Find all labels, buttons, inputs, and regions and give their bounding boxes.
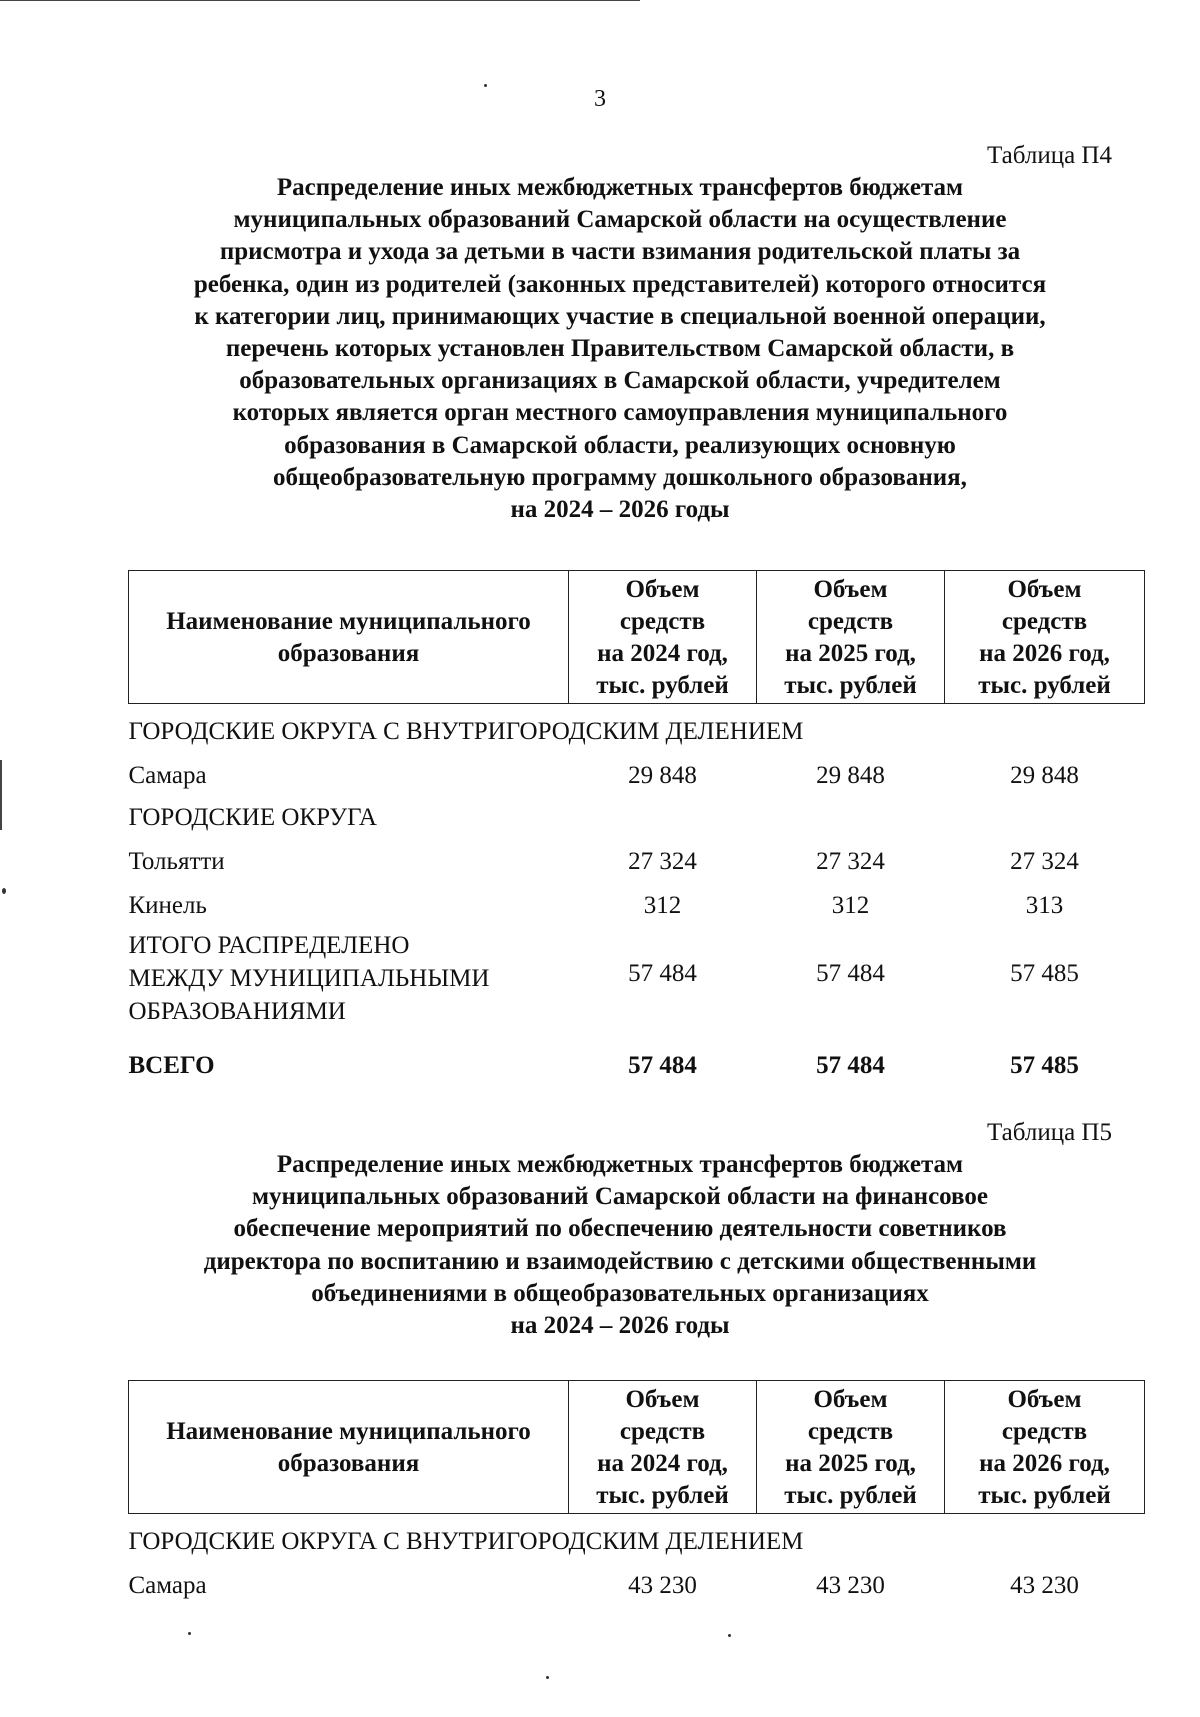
header-line: Объем: [625, 1386, 700, 1413]
title-line: объединениями в общеобразовательных организациях: [311, 1279, 929, 1307]
header-line: Объем: [625, 576, 700, 603]
header-line: на 2025 год,: [785, 1450, 916, 1477]
table-p5: [128, 1380, 1145, 1600]
header-line: тыс. рублей: [978, 1482, 1111, 1509]
section-label: ГОРОДСКИЕ ОКРУГА С ВНУТРИГОРОДСКИМ ДЕЛЕНИЕМ: [128, 718, 804, 745]
value-2024: 43 230: [628, 1572, 697, 1599]
value-2024: 27 324: [628, 848, 697, 875]
title-line: обеспечение мероприятий по обеспечению деятельности советников: [233, 1215, 1007, 1243]
table-row: [129, 832, 1145, 876]
title-line: муниципальных образований Самарской области на финансовое: [252, 1183, 988, 1211]
municipality-name: Самара: [128, 762, 207, 789]
title-line: перечень которых установлен Правительством Самарской области, в: [225, 335, 1015, 363]
total-row: [129, 1028, 1145, 1080]
value-2026: 57 485: [1010, 960, 1079, 987]
header-line: Объем: [813, 1386, 888, 1413]
value-2026: 29 848: [1010, 762, 1079, 789]
value-2025: 57 484: [816, 1052, 885, 1079]
table-p4-title: [120, 172, 1120, 526]
header-line: тыс. рублей: [596, 1482, 729, 1509]
title-line: образования в Самарской области, реализующих основную: [284, 431, 956, 459]
itogo-line: МЕЖДУ МУНИЦИПАЛЬНЫМИ: [128, 965, 490, 992]
value-2025: 312: [831, 892, 870, 919]
header-line: средств: [619, 1418, 706, 1445]
title-line: Распределение иных межбюджетных трансфертов бюджетам: [276, 1151, 964, 1178]
header-line: тыс. рублей: [784, 672, 917, 699]
table-row: [129, 1556, 1145, 1600]
title-line: образовательных организациях в Самарской области, учредителем: [239, 367, 1001, 395]
value-2025: 57 484: [816, 960, 885, 987]
table-row: [129, 876, 1145, 920]
header-line: средств: [807, 608, 894, 635]
value-2026: 27 324: [1010, 848, 1079, 875]
value-2025: 27 324: [816, 848, 885, 875]
header-line: на 2026 год,: [979, 1450, 1110, 1477]
section-row: [129, 704, 1145, 747]
title-line: присмотра и ухода за детьми в части взимания родительской платы за: [219, 238, 1021, 266]
itogo-line: ОБРАЗОВАНИЯМИ: [128, 998, 346, 1025]
value-2024: 29 848: [628, 762, 697, 789]
scan-left-mark: [0, 760, 2, 830]
header-line: Объем: [813, 576, 888, 603]
itogo-row: [129, 920, 1145, 1028]
scan-top-line: [0, 0, 640, 1]
table-p5-title: [120, 1149, 1120, 1342]
value-2025: 29 848: [816, 762, 885, 789]
title-line: Распределение иных межбюджетных трансфертов бюджетам: [276, 174, 964, 201]
table-p4: [128, 570, 1145, 1080]
itogo-line: ИТОГО РАСПРЕДЕЛЕНО: [128, 932, 410, 959]
value-2026: 43 230: [1010, 1572, 1079, 1599]
title-line: которых является орган местного самоуправления муниципального: [232, 399, 1008, 427]
scan-speck: [484, 84, 487, 87]
value-2024: 57 484: [628, 960, 697, 987]
header-line: на 2025 год,: [785, 640, 916, 667]
title-line: муниципальных образований Самарской области на осуществление: [233, 206, 1007, 234]
table-p4-label: Таблица П4: [987, 142, 1112, 169]
header-2026: [945, 1381, 1145, 1514]
header-line: тыс. рублей: [978, 672, 1111, 699]
value-2026: 313: [1025, 892, 1064, 919]
title-line: к категории лиц, принимающих участие в специальной военной операции,: [194, 302, 1046, 330]
header-line: на 2024 год,: [597, 1450, 728, 1477]
section-row: [129, 790, 1145, 832]
header-line: тыс. рублей: [784, 1482, 917, 1509]
title-line: общеобразовательную программу дошкольного образования,: [273, 463, 967, 491]
header-2025: [757, 571, 945, 704]
value-2026: 57 485: [1010, 1052, 1079, 1079]
header-row: [129, 1381, 1145, 1514]
section-row: [129, 1514, 1145, 1557]
header-line: средств: [1001, 608, 1088, 635]
header-line: Наименование муниципального: [166, 608, 531, 635]
header-line: средств: [619, 608, 706, 635]
scan-speck: [188, 1632, 191, 1635]
scan-speck: [546, 1676, 549, 1679]
header-line: образования: [277, 1450, 420, 1477]
header-line: на 2024 год,: [597, 640, 728, 667]
table-row: [129, 746, 1145, 790]
municipality-name: Кинель: [128, 892, 207, 919]
scan-speck: [728, 1634, 731, 1637]
header-line: образования: [277, 640, 420, 667]
header-line: Наименование муниципального: [166, 1418, 531, 1445]
header-2024: [569, 571, 757, 704]
section-label: ГОРОДСКИЕ ОКРУГА С ВНУТРИГОРОДСКИМ ДЕЛЕНИЕМ: [128, 1528, 804, 1555]
header-line: средств: [807, 1418, 894, 1445]
title-line: директора по воспитанию и взаимодействию с детскими общественными: [203, 1247, 1037, 1275]
title-line: на 2024 – 2026 годы: [510, 496, 730, 524]
section-label: ГОРОДСКИЕ ОКРУГА: [128, 804, 377, 831]
value-2024: 312: [643, 892, 682, 919]
title-line: ребенка, один из родителей (законных представителей) которого относится: [193, 270, 1047, 298]
page-number: 3: [594, 86, 606, 112]
table-p5-label: Таблица П5: [987, 1119, 1112, 1146]
header-line: тыс. рублей: [596, 672, 729, 699]
value-2024: 57 484: [628, 1052, 697, 1079]
total-label: ВСЕГО: [128, 1052, 215, 1079]
header-2026: [945, 571, 1145, 704]
header-line: на 2026 год,: [979, 640, 1110, 667]
header-line: средств: [1001, 1418, 1088, 1445]
header-line: Объем: [1007, 1386, 1082, 1413]
header-row: [129, 571, 1145, 704]
header-2024: [569, 1381, 757, 1514]
value-2025: 43 230: [816, 1572, 885, 1599]
municipality-name: Самара: [128, 1572, 207, 1599]
title-line: на 2024 – 2026 годы: [510, 1312, 730, 1340]
header-2025: [757, 1381, 945, 1514]
header-name: [129, 571, 569, 704]
municipality-name: Тольятти: [128, 848, 225, 875]
header-name: [129, 1381, 569, 1514]
itogo-label: [129, 920, 569, 1028]
header-line: Объем: [1007, 576, 1082, 603]
scan-speck: [2, 888, 6, 894]
